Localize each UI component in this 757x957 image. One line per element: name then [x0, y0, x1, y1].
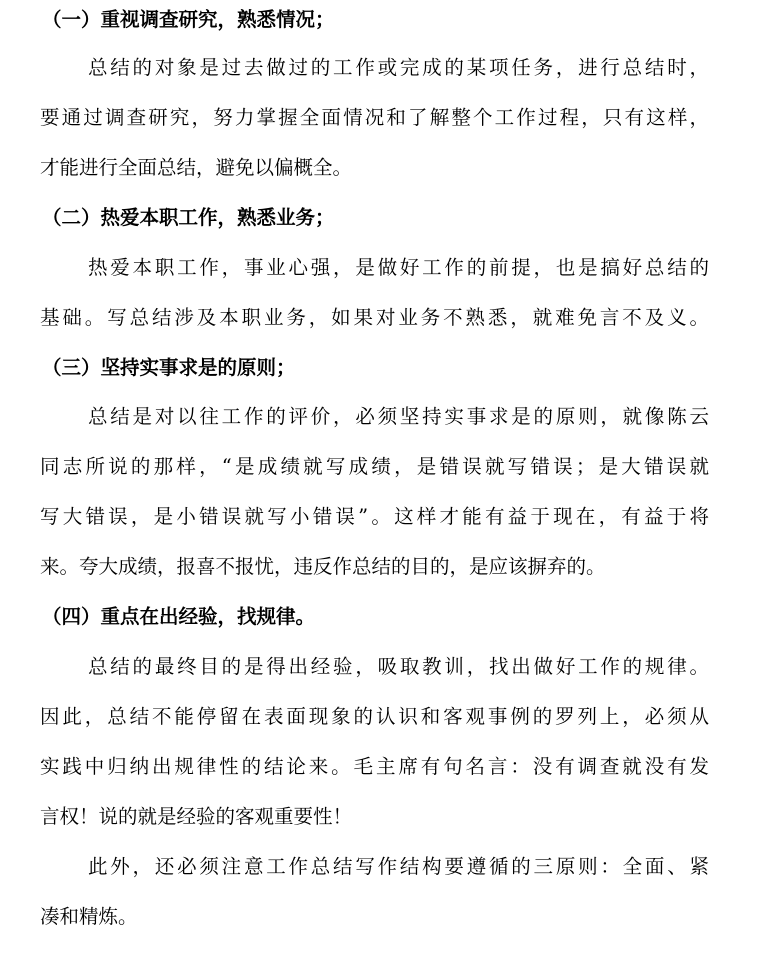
paragraph-line: 才能进行全面总结，避免以偏概全。 — [40, 156, 353, 179]
paragraph-line: 总结的最终目的是得出经验，吸取教训，找出做好工作的规律。 — [88, 655, 709, 678]
paragraph-line: 凑和精炼。 — [40, 905, 138, 928]
paragraph-line: 总结的对象是过去做过的工作或完成的某项任务，进行总结时， — [88, 56, 709, 79]
paragraph-line: 实践中归纳出规律性的结论来。毛主席有句名言：没有调查就没有发 — [40, 755, 709, 778]
paragraph-line: 言权！说的就是经验的客观重要性！ — [40, 805, 353, 828]
section-heading-2: （二）热爱本职工作，熟悉业务； — [42, 206, 335, 229]
paragraph-line: 要通过调查研究，努力掌握全面情况和了解整个工作过程，只有这样， — [40, 106, 709, 129]
paragraph-line: 因此，总结不能停留在表面现象的认识和客观事例的罗列上，必须从 — [40, 705, 709, 728]
paragraph-line: 总结是对以往工作的评价，必须坚持实事求是的原则，就像陈云 — [88, 405, 709, 428]
paragraph-line: 此外，还必须注意工作总结写作结构要遵循的三原则：全面、紧 — [88, 855, 709, 878]
section-heading-1: （一）重视调查研究，熟悉情况； — [42, 8, 335, 31]
paragraph-line: 热爱本职工作，事业心强，是做好工作的前提，也是搞好总结的 — [88, 256, 709, 279]
section-heading-3: （三）坚持实事求是的原则； — [42, 356, 296, 379]
paragraph-line: 同志所说的那样，“是成绩就写成绩，是错误就写错误；是大错误就 — [40, 455, 709, 478]
paragraph-line: 写大错误，是小错误就写小错误”。这样才能有益于现在，有益于将 — [40, 505, 709, 528]
paragraph-line: 来。夸大成绩，报喜不报忧，违反作总结的目的，是应该摒弃的。 — [40, 555, 606, 578]
paragraph-line: 基础。写总结涉及本职业务，如果对业务不熟悉，就难免言不及义。 — [40, 306, 709, 329]
section-heading-4: （四）重点在出经验，找规律。 — [42, 605, 316, 628]
